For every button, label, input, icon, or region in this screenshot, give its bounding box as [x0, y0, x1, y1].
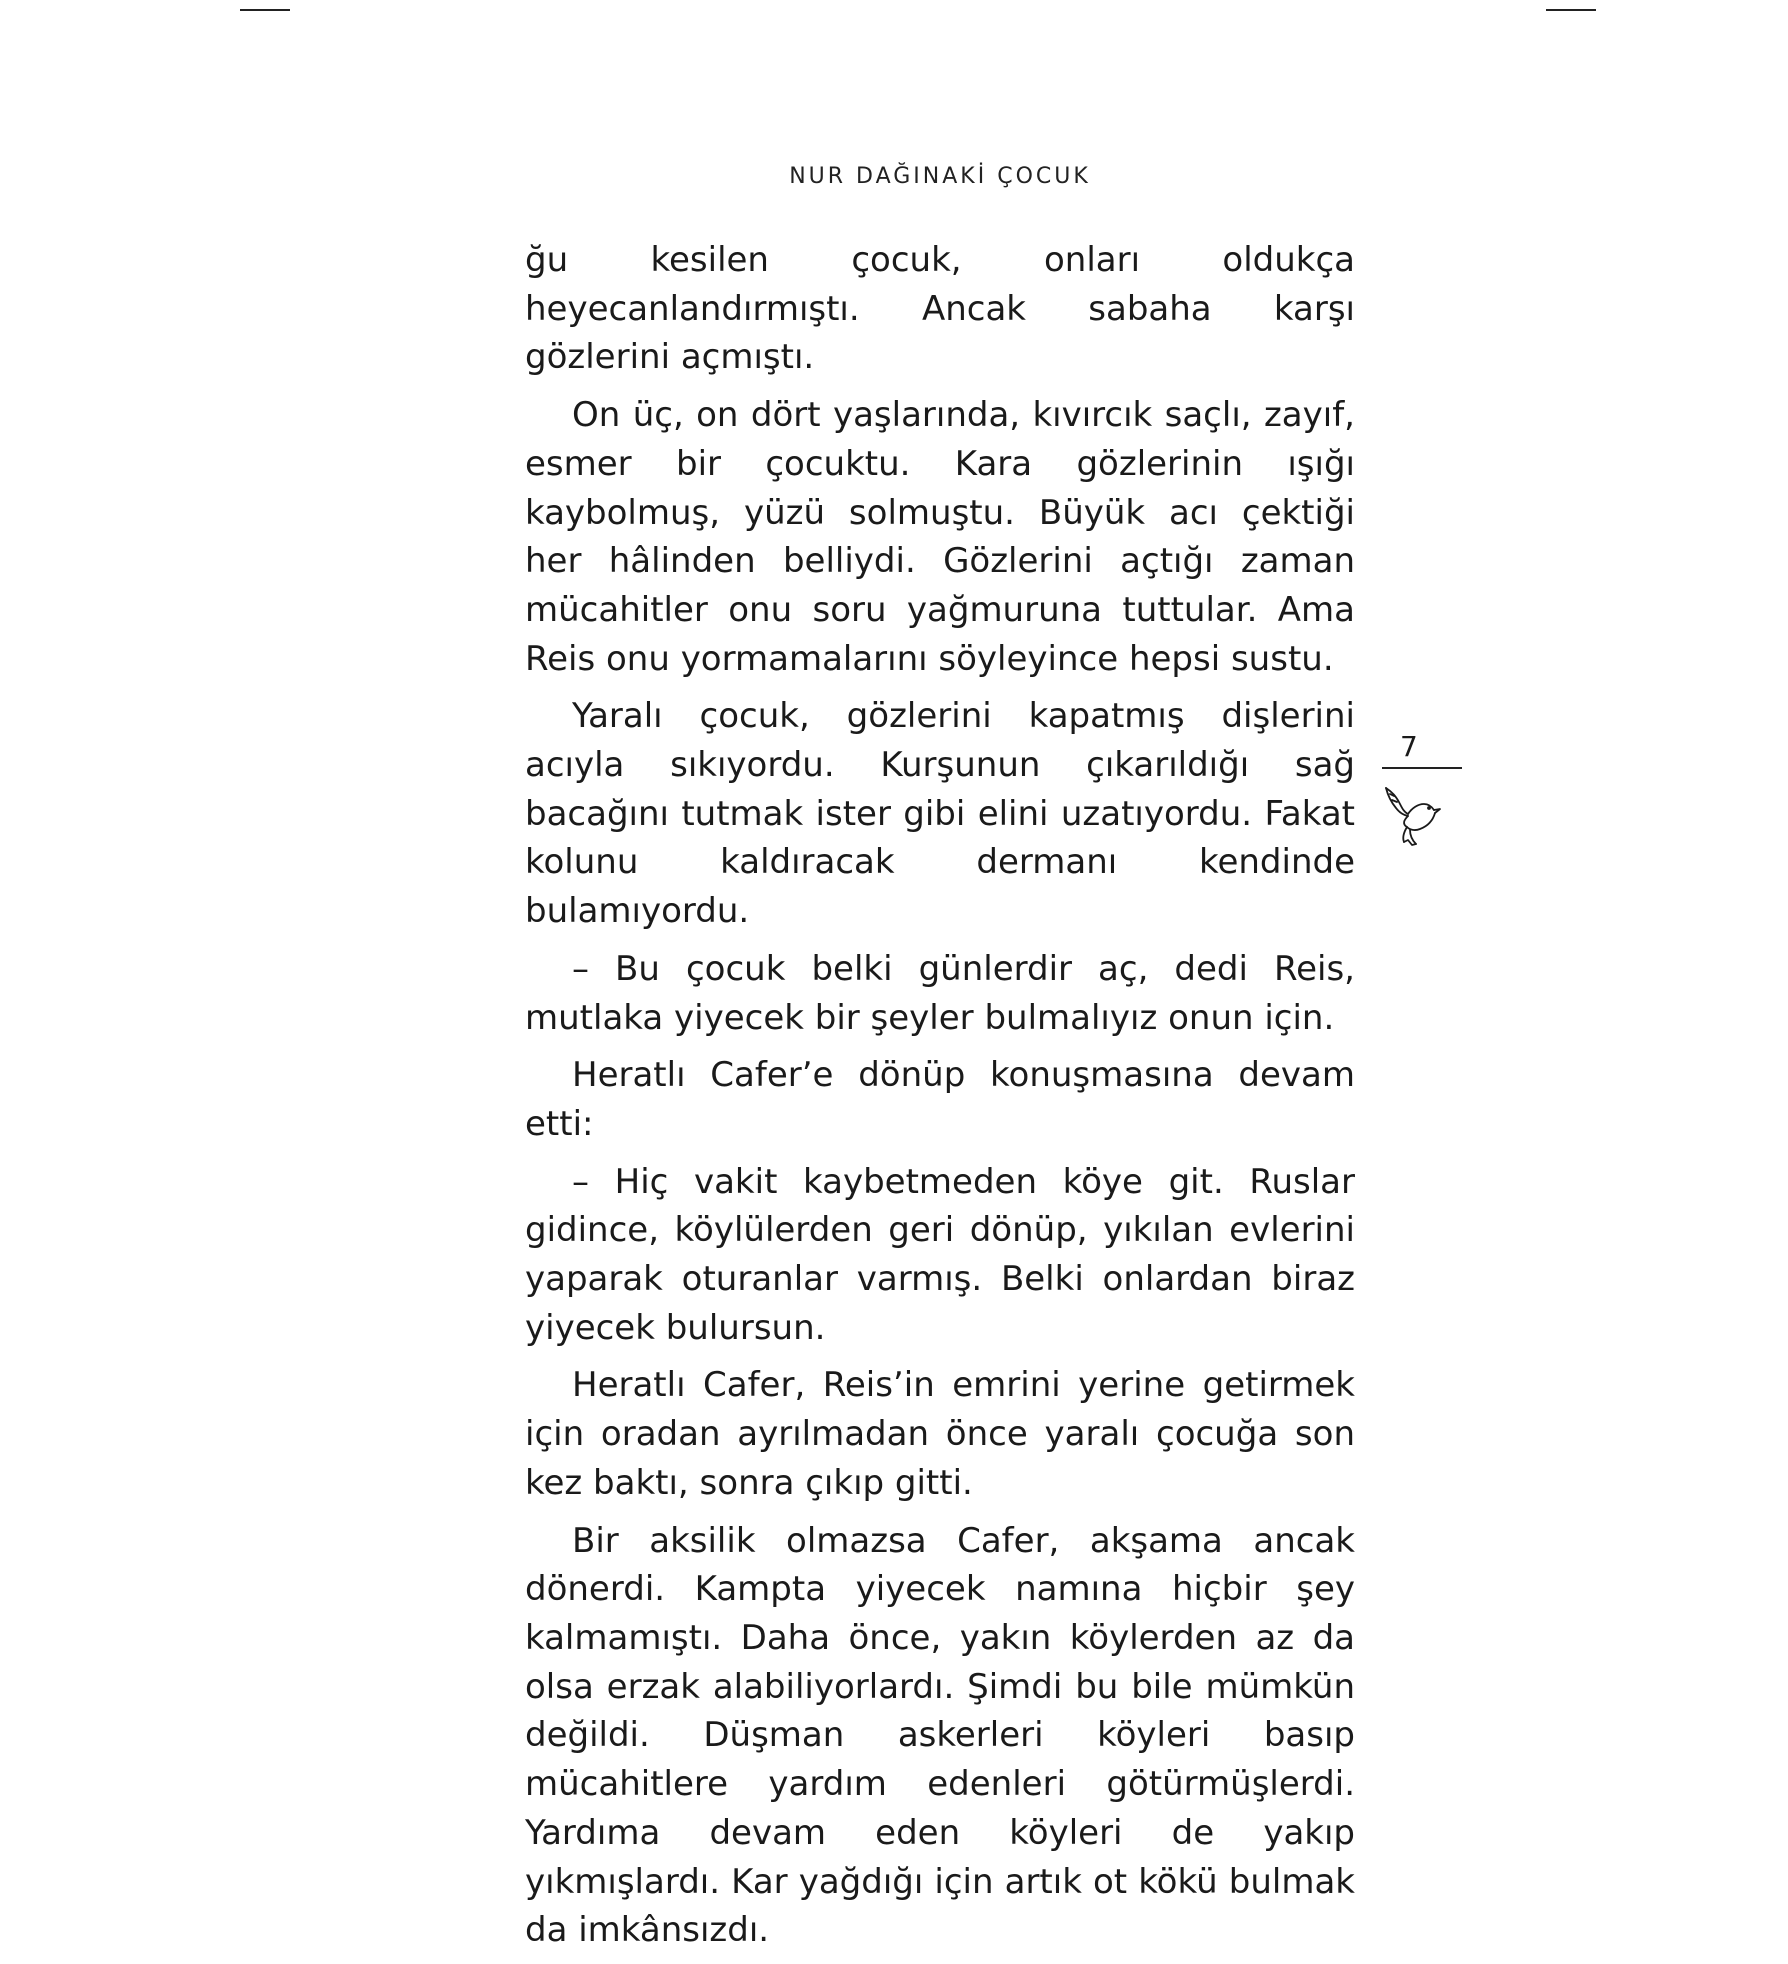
dialogue-paragraph: – Bu çocuk belki günlerdir aç, dedi Reis, mutlaka yiyecek bir şeyler bulmalıyız onun için. — [525, 948, 1355, 1038]
body-text — [525, 236, 1355, 1964]
crop-mark-right — [1546, 9, 1596, 11]
paragraph: Heratlı Cafer, Reis’in emrini yerine getirmek için oradan ayrılmadan önce yaralı çocuğa son kez baktı, sonra çıkıp gitti. — [525, 1365, 1355, 1503]
dove-icon — [1382, 782, 1444, 848]
page-number: 7 — [1400, 730, 1418, 763]
dialogue-paragraph: – Hiç vakit kaybetmeden köye git. Ruslar gidince, köylülerden geri dönüp, yıkılan evlerini yaparak oturanlar varmış. Belki onlardan biraz yiyecek bulursun. — [525, 1161, 1355, 1348]
paragraph: On üç, on dört yaşlarında, kıvırcık saçlı, zayıf, esmer bir çocuktu. Kara gözlerinin ışığı kaybolmuş, yüzü solmuştu. Büyük acı çektiği her hâlinden belliydi. Gözlerini açtığı zaman mücahitler onu soru yağmuruna tuttular. Ama Reis onu yormamalarını söyleyince hepsi sustu. — [525, 395, 1355, 679]
paragraph: Yaralı çocuk, gözlerini kapatmış dişlerini acıyla sıkıyordu. Kurşunun çıkarıldığı sağ bacağını tutmak ister gibi elini uzatıyordu. Fakat kolunu kaldıracak dermanı kendinde bulamıyordu. — [525, 696, 1355, 932]
crop-mark-left — [240, 9, 290, 11]
paragraph: Bir aksilik olmazsa Cafer, akşama ancak dönerdi. Kampta yiyecek namına hiçbir şey kalmamıştı. Daha önce, yakın köylerden az da olsa erzak alabiliyorlardı. Şimdi bu bile mümkün değildi. Düşman askerleri köyleri basıp mücahitlere yardım edenleri götürmüşlerdi. Yardıma devam eden köyleri de yakıp yıkmışlardı. Kar yağdığı için artık ot kökü bulmak da imkânsızdı. — [525, 1520, 1355, 1951]
page-number-rule — [1382, 767, 1462, 769]
running-title: NUR DAĞINAKİ ÇOCUK — [789, 164, 1091, 189]
paragraph-continuation: ğu kesilen çocuk, onları oldukça heyecanlandırmıştı. Ancak sabaha karşı gözlerini açmıştı. — [525, 240, 1355, 378]
paragraph: Heratlı Cafer’e dönüp konuşmasına devam etti: — [525, 1055, 1355, 1144]
